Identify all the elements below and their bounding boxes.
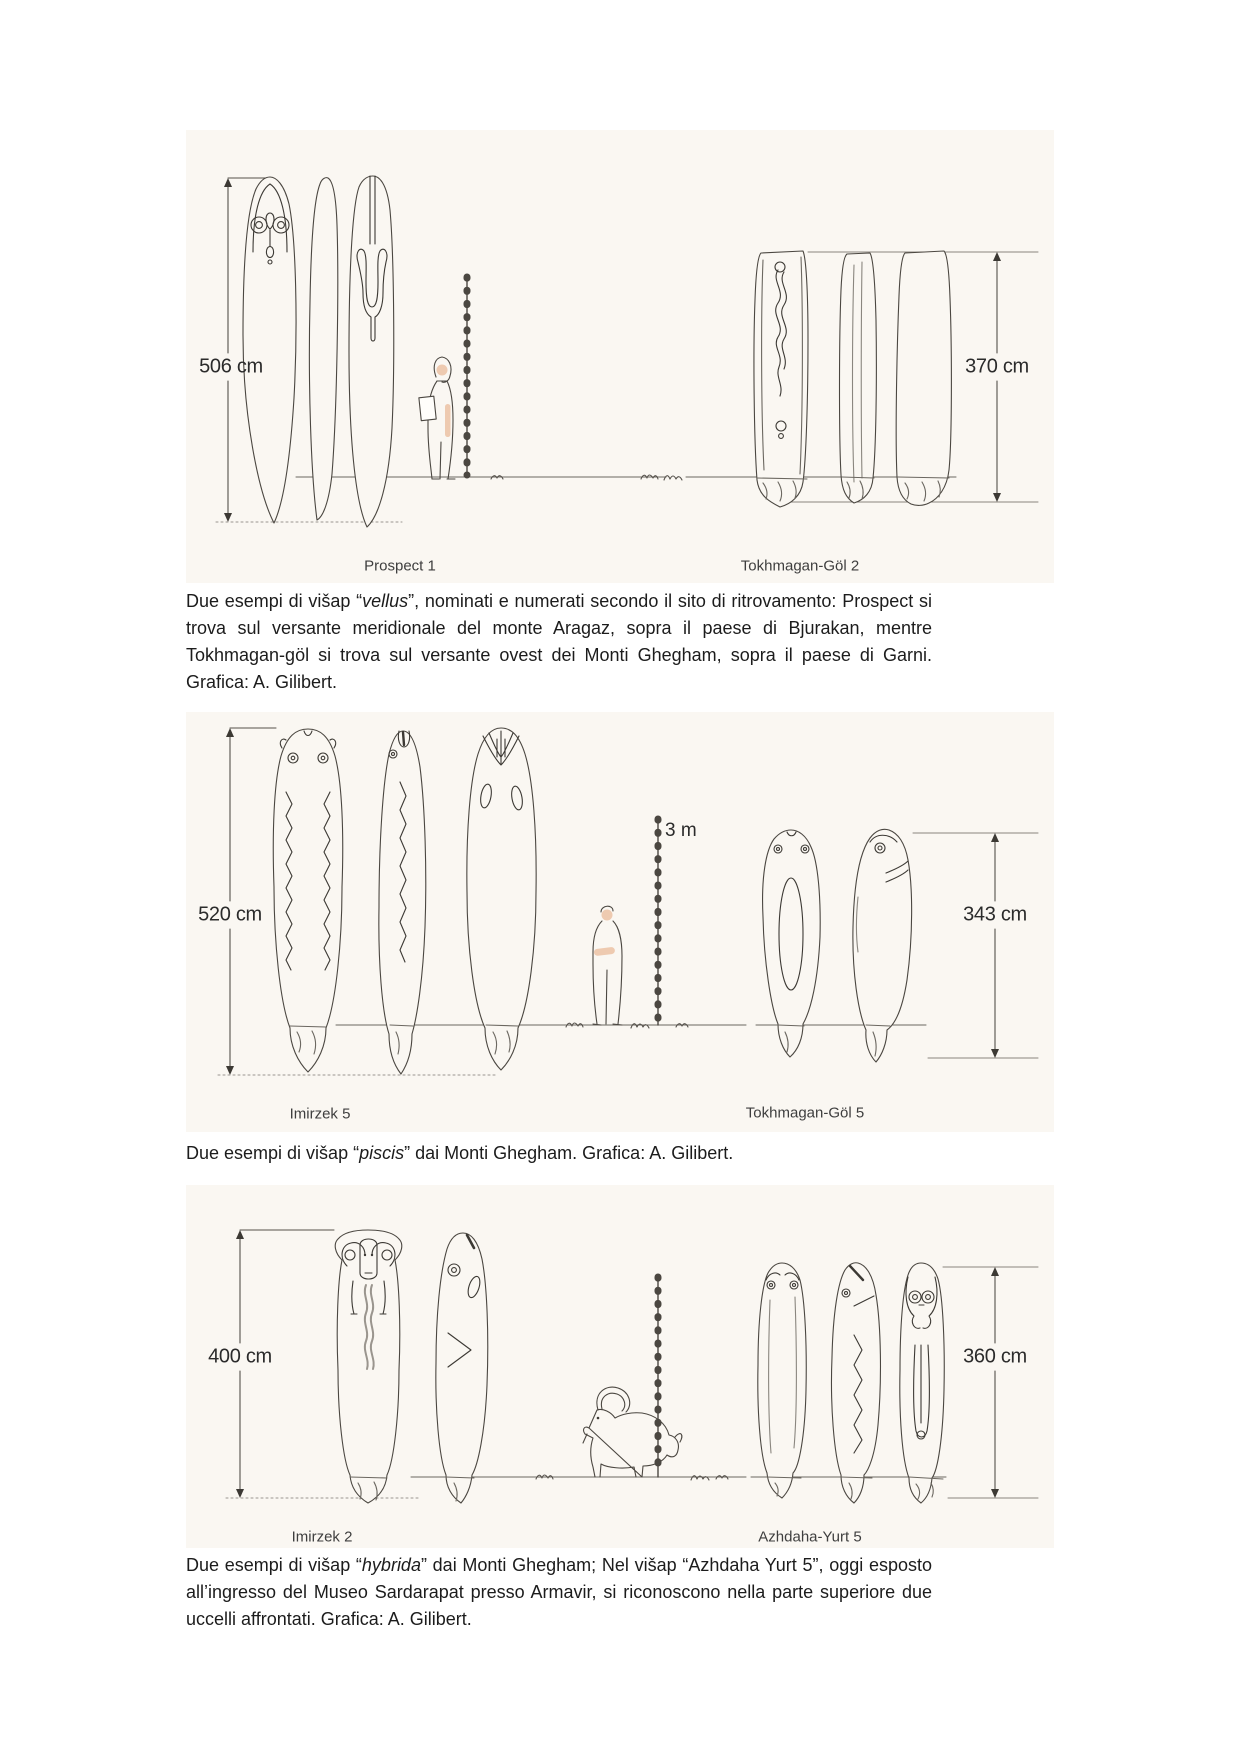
stone-tokhmagan2-side	[840, 253, 877, 503]
figure-vellus-panel	[186, 130, 1054, 583]
right-dimension-line	[943, 1267, 1038, 1498]
figure-caption-hybrida: Due esempi di višap “hybrida” dai Monti Ghegham; Nel višap “Azhdaha Yurt 5”, oggi esposto all’ingresso del Museo Sardarapat presso Armavir, si riconoscono nella parte superiore due uccelli affrontati. Grafica: A. Gilibert.	[186, 1555, 933, 1629]
person-scale-figure	[593, 906, 622, 1025]
stone-azhdaha-b	[831, 1263, 880, 1503]
height-label-left: 506 cm	[199, 355, 263, 378]
stone-prospect-side	[309, 178, 337, 520]
stone-prospect-front	[243, 177, 296, 523]
figure-piscis-panel	[186, 712, 1054, 1132]
height-label-left: 400 cm	[208, 1345, 272, 1368]
stone-imirzek2-front	[335, 1230, 402, 1503]
height-label-right: 360 cm	[963, 1345, 1027, 1368]
goat-scale-figure	[583, 1387, 682, 1477]
site-label-imirzek2: Imirzek 2	[291, 1528, 353, 1546]
site-label-azhdaha: Azhdaha-Yurt 5	[758, 1528, 862, 1546]
stone-tokhmagan5-side	[853, 829, 912, 1062]
piscis-drawing	[186, 712, 1054, 1132]
figure-hybrida-panel	[186, 1185, 1054, 1548]
site-label-imirzek5: Imirzek 5	[289, 1105, 351, 1123]
vellus-drawing	[186, 130, 1054, 583]
stone-imirzek5-front	[273, 729, 342, 1072]
stone-tokhmagan5-front	[763, 830, 821, 1057]
site-label-tokhmagan2: Tokhmagan-Göl 2	[740, 557, 860, 575]
stone-azhdaha-a	[758, 1263, 806, 1498]
hybrida-drawing	[186, 1185, 1054, 1548]
stone-imirzek5-back	[467, 728, 536, 1070]
stone-tokhmagan2-back	[896, 251, 951, 505]
stone-azhdaha-c	[900, 1263, 944, 1503]
stone-prospect-back	[349, 176, 394, 527]
rod-label-3m: 3 m	[665, 820, 697, 841]
height-label-left: 520 cm	[198, 903, 262, 926]
ground-line	[336, 1023, 926, 1028]
stone-tokhmagan2-front	[754, 251, 808, 507]
person-scale-figure	[419, 357, 455, 479]
right-dimension-line	[913, 833, 1038, 1058]
figure-caption-piscis: Due esempi di višap “piscis” dai Monti Ghegham. Grafica: A. Gilibert.	[186, 1143, 734, 1163]
left-dimension-line	[218, 728, 498, 1075]
figure-caption-vellus: Due esempi di višap “vellus”, nominati e numerati secondo il sito di ritrovamento: Prospect si trova sul versante meridionale del monte Aragaz, sopra il paese di Bjurakan, mentre Tokhmagan-göl si trova sul versante ovest dei Monti Ghegham, sopra il paese di Garni. Grafica: A. Gilibert.	[186, 591, 932, 692]
site-label-tokhmagan5: Tokhmagan-Göl 5	[745, 1104, 865, 1122]
height-label-right: 343 cm	[963, 903, 1027, 926]
stone-imirzek5-side	[379, 731, 426, 1074]
height-label-right: 370 cm	[965, 355, 1029, 378]
stone-imirzek2-side	[436, 1233, 488, 1503]
site-label-prospect: Prospect 1	[364, 557, 436, 575]
